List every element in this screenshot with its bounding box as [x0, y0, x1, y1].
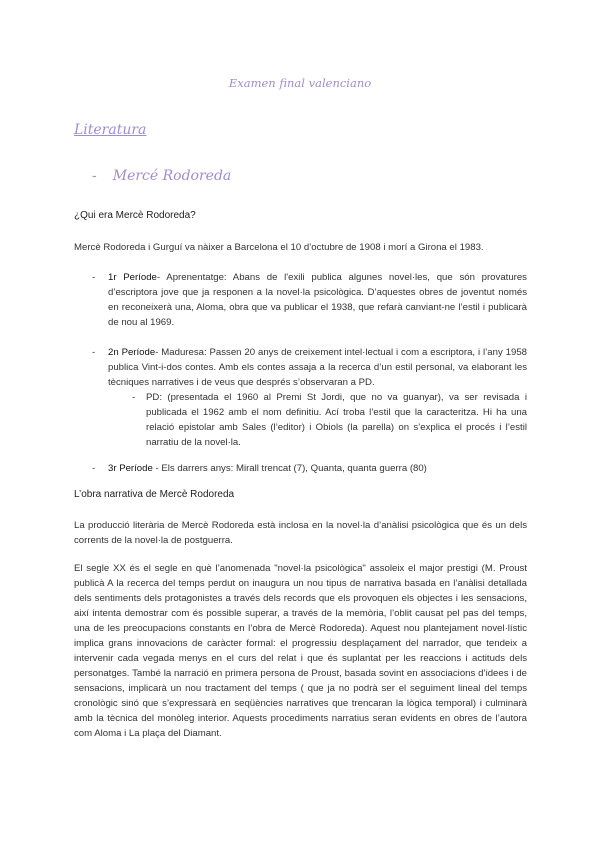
subheading-dash: - [92, 168, 97, 184]
list-item-period-1 [92, 270, 527, 330]
subheading-mercé-rodoreda [92, 168, 231, 184]
list-item-period-2 [92, 345, 527, 390]
period-label: 1r Període [108, 272, 157, 283]
list-bullet: - [132, 392, 136, 403]
question-heading: ¿Qui era Mercè Rodoreda? [74, 210, 196, 221]
list-bullet: - [92, 272, 96, 283]
intro-paragraph: Mercè Rodoreda i Gurguí va nàixer a Barcelona el 10 d’octubre de 1908 i morí a Girona el 1983. [74, 242, 484, 253]
section2-heading: L’obra narrativa de Mercè Rodoreda [74, 489, 235, 500]
list-item-period-3 [92, 461, 527, 476]
list-bullet: - [92, 463, 96, 474]
period-text: - Maduresa: Passen 20 anys de creixement intel·lectual i com a escriptora, i l’any 1958 publica Vint-i-dos contes. Amb els contes assaja a la recerca d’un estil personal, va elaborant les tècniques narratives i de veus que després s’observaran a PD. [108, 347, 527, 388]
section-heading-literatura: Literatura [74, 122, 147, 138]
period-label: 2n Període [108, 347, 156, 358]
subheading-text: Mercé Rodoreda [112, 168, 232, 184]
list-subitem-pd [132, 390, 527, 450]
subitem-text: PD: (presentada el 1960 al Premi St Jordi, que no va guanyar), va ser revisada i publicada el 1962 amb el nom definitiu. Ací troba l’estil que la caracteritza. Hi ha una relació epistolar amb Sales (l’editor) i Obiols (la parella) on s’explica el procés i l’estil narratiu de la novel·la. [146, 392, 527, 448]
period-label: 3r Període [108, 463, 153, 474]
paragraph-2: El segle XX és el segle en què l’anomenada "novel·la psicològica" assoleix el major prestigi (M. Proust publicà A la recerca del temps perdut on inaugura un nou tipus de narrativa basada en l’anàlisi detallada dels sentiments dels protagonistes a través dels records que els provoquen els objectes i les sensacions, així intenta demostrar com és possible superar, a través de la memòria, l’oblit causat pel pas del temps, una de les preocupacions constants en l’obra de Mercè Rodoreda). Aquest nou plantejament novel·lístic implica grans innovacions de caràcter formal: el progressiu desplaçament del narrador, que tendeix a intervenir cada vegada menys en el curs del relat i que és suplantat per les reaccions i actituds dels personatges. També la narració en primera persona de Proust, basada sovint en associacions d’idees i de sensacions, implicarà un nou tractament del temps ( que ja no podrà ser el seguiment lineal del temps cronològic sinó que s’expressarà en seqüències narratives que trencaran la lògica temporal) i culminarà amb la tècnica del monòleg interior. Aquests procediments narratius seran evidents en obres de l’autora com Aloma i La plaça del Diamant. [74, 563, 527, 739]
period-text: - Els darrers anys: Mirall trencat (7), Quanta, quanta guerra (80) [152, 463, 427, 474]
paragraph-1: La producció literària de Mercè Rodoreda està inclosa en la novel·la d’anàlisi psicològica que és un dels corrents de la novel·la de postguerra. [74, 520, 527, 546]
list-bullet: - [92, 347, 96, 358]
document-title: Examen final valenciano [228, 76, 372, 90]
period-text: - Aprenentatge: Abans de l'exili publica algunes novel·les, que són provatures d’escriptora jove que ja responen a la novel·la psicològica. D’aquestes obres de joventut només en reconeixerà una, Aloma, obra que va publicar el 1938, que refarà canviant-ne l’estil i publicarà de nou al 1969. [108, 272, 527, 328]
